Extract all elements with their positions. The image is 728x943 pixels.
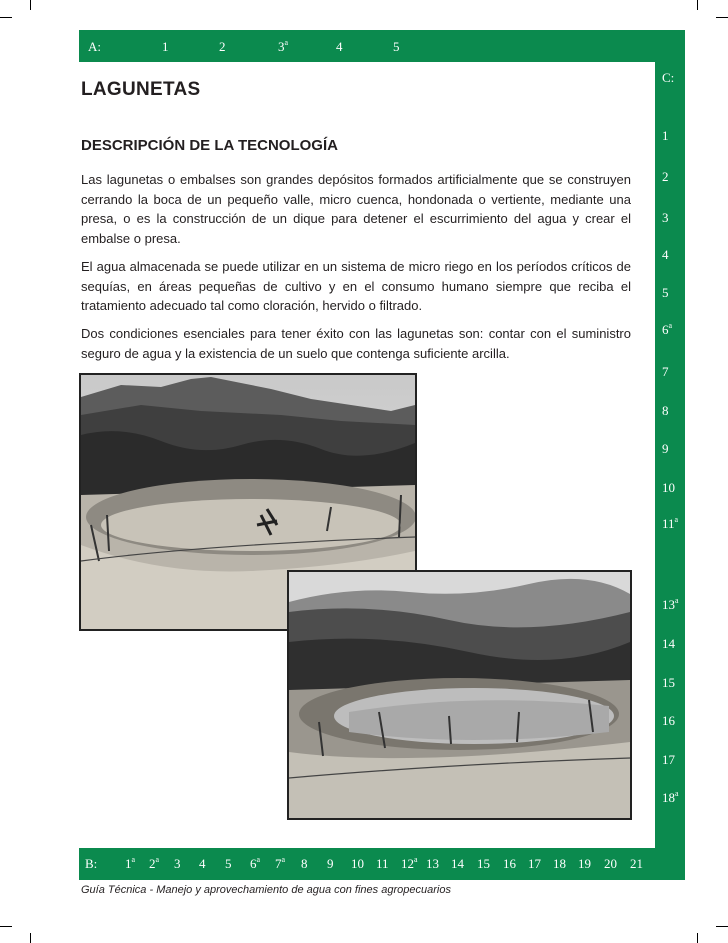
paragraph: Dos condiciones esenciales para tener éxito con las lagunetas son: contar con el suministro seguro de agua y la existencia de un suelo que contenga suficiente arcilla. [81, 326, 631, 361]
nav-number-text: 7 [275, 856, 282, 871]
nav-number-text: 16 [662, 713, 675, 728]
nav-number[interactable] [393, 40, 400, 53]
paragraph: Las lagunetas o embalses son grandes depósitos formados artificialmente que se construyen cerrando la boca de un pequeño valle, micro cuenca, hondonada o vertiente, mediante una presa, o es la construcción de un dique para detener el escurrimiento del agua y crear el embalse o presa. [81, 172, 631, 246]
nav-number[interactable] [662, 442, 669, 455]
nav-number-text: 18 [553, 856, 566, 871]
crop-mark [0, 17, 12, 18]
nav-number-text: 16 [503, 856, 516, 871]
top-nav-bar [79, 30, 685, 62]
nav-number-text: 15 [662, 675, 675, 690]
nav-number-text: 4 [662, 247, 669, 262]
crop-mark [30, 933, 31, 943]
nav-number-text: 9 [327, 856, 334, 871]
nav-number[interactable] [401, 857, 418, 870]
nav-number[interactable] [149, 857, 159, 870]
nav-number-text: 4 [199, 856, 206, 871]
nav-number[interactable] [662, 323, 672, 336]
photo-full-laguneta [287, 570, 632, 820]
nav-number-text: 2 [149, 856, 156, 871]
nav-number[interactable] [578, 857, 591, 870]
nav-number[interactable] [351, 857, 364, 870]
nav-number-text: 6 [662, 322, 669, 337]
nav-number-superscript: a [256, 855, 261, 864]
nav-number[interactable] [662, 791, 679, 804]
top-nav-label: A: [88, 39, 101, 54]
nav-number[interactable] [278, 40, 288, 53]
nav-number-text: 14 [451, 856, 464, 871]
nav-number[interactable] [275, 857, 285, 870]
nav-number[interactable] [662, 676, 675, 689]
nav-number-text: 3 [278, 39, 285, 54]
nav-number-text: 8 [301, 856, 308, 871]
nav-number-superscript: a [675, 789, 679, 798]
nav-number[interactable] [630, 857, 643, 870]
nav-number[interactable] [662, 714, 675, 727]
nav-number[interactable] [604, 857, 617, 870]
nav-number-text: 1 [662, 128, 669, 143]
nav-number[interactable] [451, 857, 464, 870]
nav-number-superscript: a [155, 855, 160, 864]
nav-number-text: 14 [662, 636, 675, 651]
nav-number[interactable] [376, 857, 389, 870]
bottom-nav-label: B: [85, 856, 98, 871]
nav-number[interactable] [662, 517, 678, 530]
nav-number[interactable] [503, 857, 516, 870]
nav-number[interactable] [662, 211, 669, 224]
crop-mark [716, 17, 728, 18]
nav-number-text: 8 [662, 403, 669, 418]
nav-number[interactable] [662, 753, 675, 766]
nav-number-text: 18 [662, 790, 675, 805]
nav-number-text: 15 [477, 856, 490, 871]
nav-number[interactable] [250, 857, 260, 870]
nav-number[interactable] [219, 40, 226, 53]
nav-number-text: 2 [662, 169, 669, 184]
nav-number-superscript: a [668, 321, 673, 330]
nav-number-superscript: a [414, 855, 418, 864]
nav-number-text: 11 [376, 856, 389, 871]
nav-number-text: 5 [225, 856, 232, 871]
crop-mark [30, 0, 31, 10]
nav-number-text: 21 [630, 856, 643, 871]
nav-number[interactable] [199, 857, 206, 870]
nav-number[interactable] [125, 857, 135, 870]
nav-number-text: 5 [393, 39, 400, 54]
nav-number[interactable] [225, 857, 232, 870]
nav-number[interactable] [528, 857, 541, 870]
nav-number-text: 9 [662, 441, 669, 456]
crop-mark [697, 0, 698, 10]
nav-number-text: 3 [174, 856, 181, 871]
nav-number[interactable] [662, 248, 669, 261]
nav-number-text: 11 [662, 516, 675, 531]
crop-mark [697, 933, 698, 943]
nav-number-text: 20 [604, 856, 617, 871]
nav-number-text: 7 [662, 364, 669, 379]
nav-number[interactable] [426, 857, 439, 870]
nav-number[interactable] [662, 365, 669, 378]
nav-number[interactable] [553, 857, 566, 870]
nav-number-text: 13 [426, 856, 439, 871]
nav-number-text: 5 [662, 285, 669, 300]
nav-number-text: 17 [662, 752, 675, 767]
nav-number[interactable] [662, 129, 669, 142]
nav-number[interactable] [662, 637, 675, 650]
crop-mark [0, 926, 12, 927]
nav-number[interactable] [301, 857, 308, 870]
nav-number-text: 1 [125, 856, 132, 871]
nav-number-text: 10 [662, 480, 675, 495]
nav-number[interactable] [327, 857, 334, 870]
nav-number-text: 1 [162, 39, 169, 54]
nav-number-text: 13 [662, 597, 675, 612]
footer-text: Guía Técnica - Manejo y aprovechamiento de agua con fines agropecuarios [81, 884, 451, 896]
nav-number-text: 3 [662, 210, 669, 225]
nav-number[interactable] [336, 40, 343, 53]
paragraph: El agua almacenada se puede utilizar en un sistema de micro riego en los períodos críticos de sequías, en áreas pequeñas de cultivo y en el consumo humano siempre que reciba el tratamiento adecuado tal como cloración, hervido o filtrado. [81, 259, 631, 313]
nav-number-text: 19 [578, 856, 591, 871]
nav-number-text: 17 [528, 856, 541, 871]
side-nav-label: C: [662, 70, 675, 85]
nav-number-text: 2 [219, 39, 226, 54]
nav-number-text: 4 [336, 39, 343, 54]
nav-number[interactable] [662, 286, 669, 299]
nav-number[interactable] [662, 170, 669, 183]
nav-number[interactable] [477, 857, 490, 870]
nav-number[interactable] [662, 598, 679, 611]
nav-number-text: 10 [351, 856, 364, 871]
nav-number-text: 6 [250, 856, 257, 871]
nav-number[interactable] [662, 481, 675, 494]
nav-number-text: 12 [401, 856, 414, 871]
nav-number-superscript: a [284, 38, 289, 47]
nav-number-superscript: a [675, 596, 679, 605]
nav-number-superscript: a [281, 855, 286, 864]
section-heading: DESCRIPCIÓN DE LA TECNOLOGÍA [81, 137, 338, 154]
crop-mark [716, 926, 728, 927]
nav-number-superscript: a [131, 855, 136, 864]
nav-number[interactable] [174, 857, 181, 870]
nav-number[interactable] [662, 404, 669, 417]
nav-number-superscript: a [674, 515, 679, 524]
nav-number[interactable] [162, 40, 169, 53]
page-title: LAGUNETAS [81, 79, 201, 100]
